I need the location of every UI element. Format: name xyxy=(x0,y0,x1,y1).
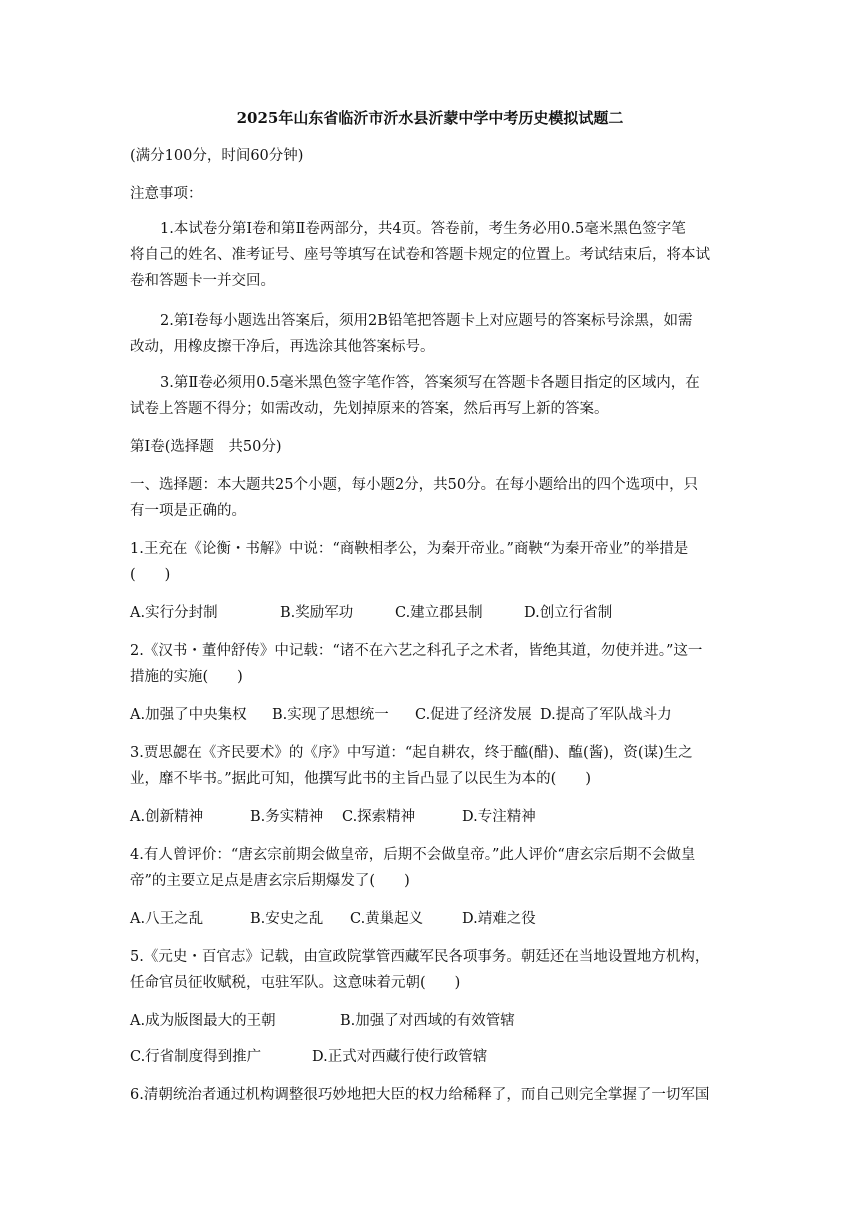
question-4-option-b: B.安史之乱 xyxy=(250,911,324,927)
question-1-option-d: D.创立行省制 xyxy=(524,605,613,621)
notice-3-line-1: 3.第Ⅱ卷必须用0.5毫米黑色签字笔作答，答案须写在答题卡各题目指定的区域内，在 xyxy=(160,375,700,391)
question-3-option-c: C.探索精神 xyxy=(342,809,416,825)
question-3-option-b: B.务实精神 xyxy=(250,809,324,825)
question-2-option-b: B.实现了思想统一 xyxy=(272,707,389,723)
question-1-option-c: C.建立郡县制 xyxy=(395,605,483,621)
notice-3-line-2: 试卷上答题不得分；如需改动，先划掉原来的答案，然后再写上新的答案。 xyxy=(130,401,609,417)
question-1-option-b: B.奖励军功 xyxy=(280,605,354,621)
question-5-option-b: B.加强了对西域的有效管辖 xyxy=(340,1013,515,1029)
question-3-option-d: D.专注精神 xyxy=(462,809,536,825)
notice-1-line-2: 将自己的姓名、准考证号、座号等填写在试卷和答题卡规定的位置上。考试结束后，将本试 xyxy=(130,247,710,263)
notice-1-line-1: 1.本试卷分第Ⅰ卷和第Ⅱ卷两部分，共4页。答卷前，考生务必用0.5毫米黑色签字笔 xyxy=(160,221,686,237)
notice-2-line-1: 2.第Ⅰ卷每小题选出答案后，须用2B铅笔把答题卡上对应题号的答案标号涂黑，如需 xyxy=(160,313,693,329)
question-5-line-1: 5.《元史・百官志》记载，由宣政院掌管西藏军民各项事务。朝廷还在当地设置地方机构， xyxy=(130,949,710,965)
question-3-option-a: A.创新精神 xyxy=(130,809,204,825)
notice-2-line-2: 改动，用橡皮擦干净后，再选涂其他答案标号。 xyxy=(130,339,435,355)
question-5-option-d: D.正式对西藏行使行政管辖 xyxy=(312,1049,488,1065)
part-1-line-2: 有一项是正确的。 xyxy=(130,503,246,519)
question-2-line-1: 2.《汉书・董仲舒传》中记载：“诸不在六艺之科孔子之术者，皆绝其道，勿使并进。”这一 xyxy=(130,643,703,659)
question-2-line-2: 措施的实施( ) xyxy=(130,669,243,685)
question-4-line-1: 4.有人曾评价：“唐玄宗前期会做皇帝，后期不会做皇帝。”此人评价“唐玄宗后期不会做皇 xyxy=(130,847,696,863)
notice-heading: 注意事项： xyxy=(130,186,203,202)
question-1-line-1: 1.王充在《论衡・书解》中说：“商鞅相孝公，为秦开帝业。”商鞅“为秦开帝业”的举措是 xyxy=(130,541,689,557)
question-4-option-c: C.黄巢起义 xyxy=(350,911,424,927)
notice-1-line-3: 卷和答题卡一并交回。 xyxy=(130,273,275,289)
question-4-option-a: A.八王之乱 xyxy=(130,911,204,927)
question-2-option-d: D.提高了军队战斗力 xyxy=(540,707,672,723)
question-2-option-c: C.促进了经济发展 xyxy=(415,707,532,723)
question-1-option-a: A.实行分封制 xyxy=(130,605,218,621)
question-3-line-2: 业，靡不毕书。”据此可知，他撰写此书的主旨凸显了以民生为本的( ) xyxy=(130,771,591,787)
exam-subtitle: (满分100分，时间60分钟) xyxy=(130,148,304,164)
question-3-line-1: 3.贾思勰在《齐民要术》的《序》中写道：“起自耕农，终于醯(醋)、醢(酱)，资(谋)生之 xyxy=(130,745,693,761)
question-5-line-2: 任命官员征收赋税，屯驻军队。这意味着元朝( ) xyxy=(130,975,461,991)
page-title: 2025年山东省临沂市沂水县沂蒙中学中考历史模拟试题二 xyxy=(236,109,624,127)
part-1-line-1: 一、选择题：本大题共25个小题，每小题2分，共50分。在每小题给出的四个选项中，只 xyxy=(130,477,699,493)
question-6-line-1: 6.清朝统治者通过机构调整很巧妙地把大臣的权力给稀释了，而自己则完全掌握了一切军国 xyxy=(130,1087,710,1103)
section-1-heading: 第Ⅰ卷(选择题 共50分) xyxy=(130,439,282,455)
question-2-option-a: A.加强了中央集权 xyxy=(130,707,247,723)
question-4-line-2: 帝”的主要立足点是唐玄宗后期爆发了( ) xyxy=(130,873,410,889)
question-5-option-c: C.行省制度得到推广 xyxy=(130,1049,262,1065)
question-5-option-a: A.成为版图最大的王朝 xyxy=(130,1013,276,1029)
question-4-option-d: D.靖难之役 xyxy=(462,911,536,927)
question-1-line-2: ( ) xyxy=(130,567,171,583)
